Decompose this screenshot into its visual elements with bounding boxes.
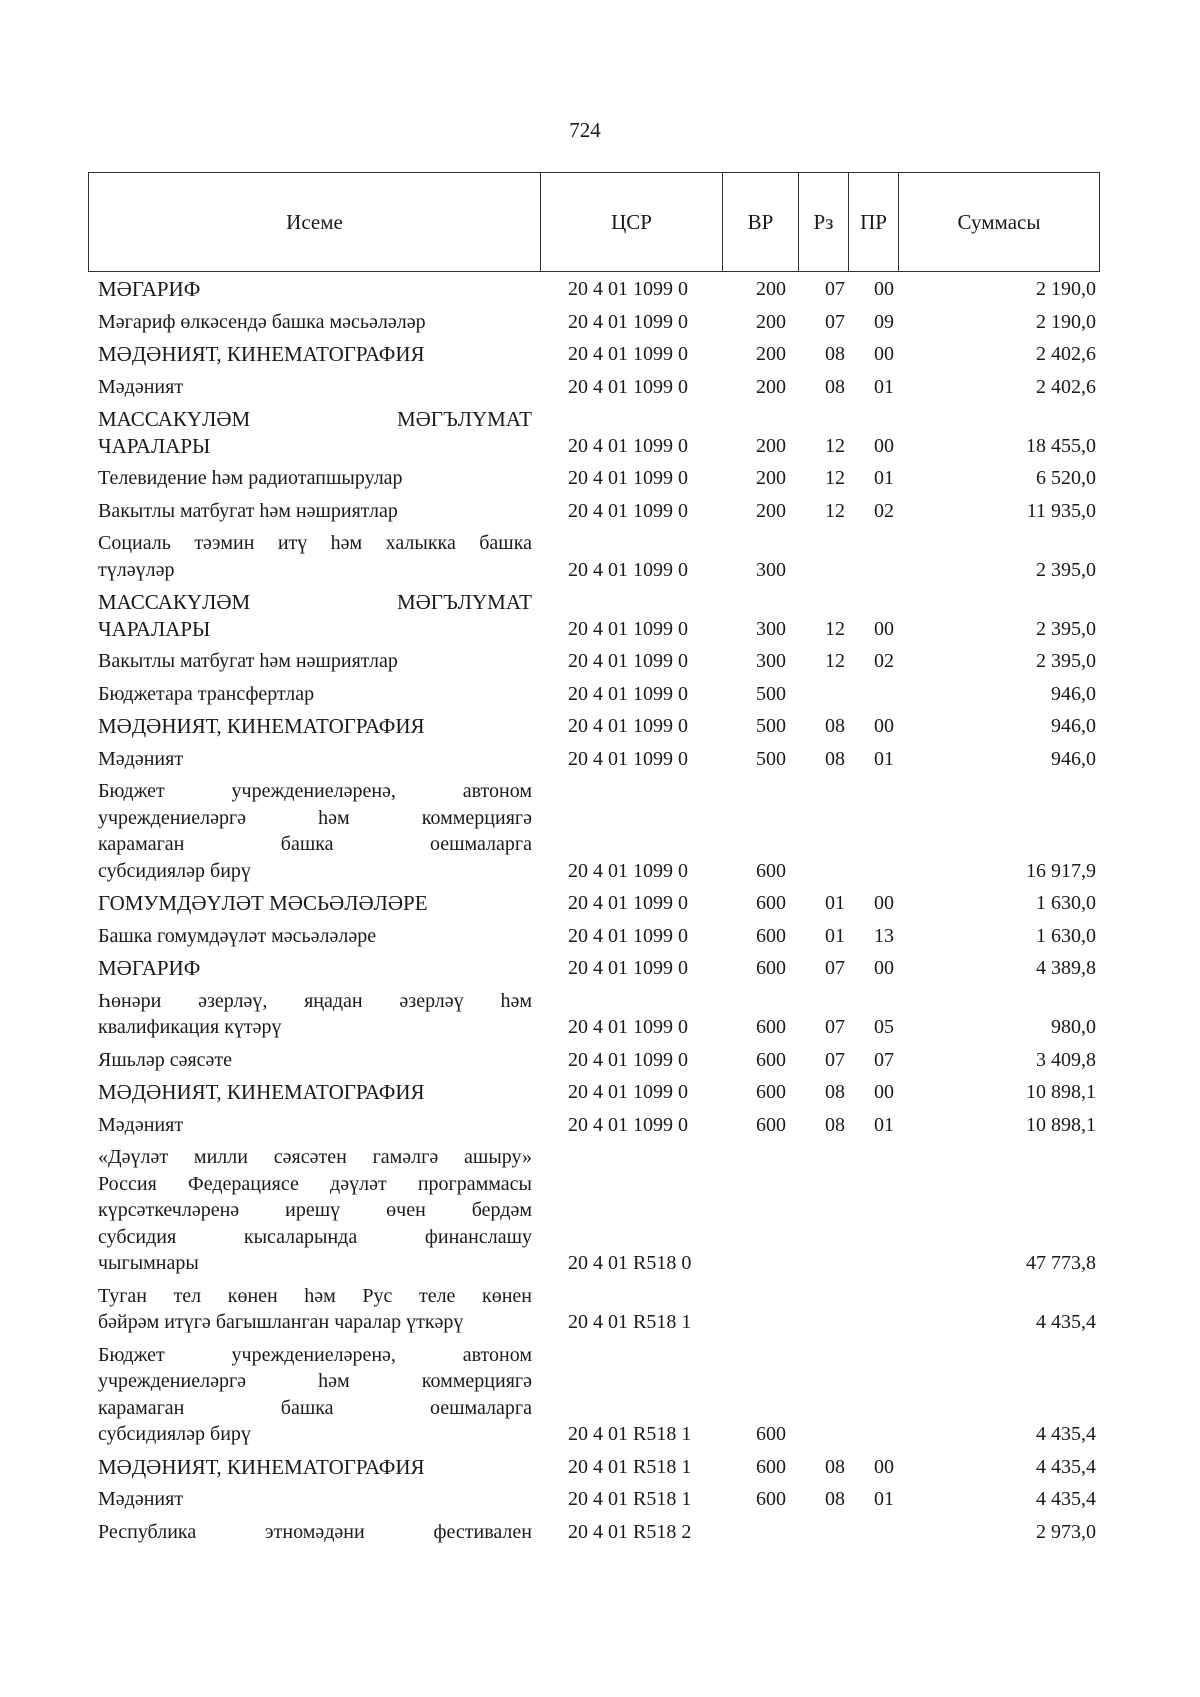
row-name-line: карамаган башка оешмаларга <box>98 833 532 855</box>
row-name-line: Яшьләр сәясәте <box>98 1048 233 1071</box>
row-name-line: Вакытлы матбугат һәм нәшриятлар <box>98 650 398 672</box>
table-row <box>0 589 1200 648</box>
row-name-line: карамаган башка оешмаларга <box>98 1396 532 1419</box>
row-name-line: күрсәткечләренә ирешү өчен бердәм <box>98 1199 532 1221</box>
row-name <box>98 923 532 950</box>
cell-pr: 02 <box>874 499 894 522</box>
cell-sum: 2 402,6 <box>1036 375 1096 398</box>
table-row <box>0 713 1200 746</box>
row-name-line: Республика этномәдәни фестивален <box>98 1520 532 1543</box>
row-name <box>98 681 532 708</box>
row-name-line: Мәдәният <box>98 1488 184 1510</box>
cell-sum: 2 395,0 <box>1036 650 1096 672</box>
table-row <box>0 1342 1200 1454</box>
cell-vr: 300 <box>756 650 786 672</box>
table-row <box>0 955 1200 988</box>
cell-rz: 08 <box>825 343 845 365</box>
table-row <box>0 465 1200 498</box>
row-name-line: учреждениеләргә һәм коммерциягә <box>98 806 532 829</box>
cell-pr: 00 <box>874 434 894 457</box>
cell-sum: 11 935,0 <box>1026 499 1096 522</box>
cell-rz: 07 <box>825 1048 845 1071</box>
cell-csr: 20 4 01 1099 0 <box>568 924 688 947</box>
table-row <box>0 1047 1200 1080</box>
cell-csr: 20 4 01 1099 0 <box>568 1048 688 1071</box>
row-name-line: МӘДӘНИЯТ, КИНЕМАТОГРАФИЯ <box>98 342 425 366</box>
cell-sum: 946,0 <box>1051 747 1096 770</box>
row-name-line: «Дәүләт милли сәясәтен гамәлгә ашыру» <box>98 1146 532 1168</box>
row-name-line: Башка гомумдәүләт мәсьәләләре <box>98 924 377 947</box>
cell-vr: 600 <box>756 1048 786 1071</box>
cell-rz: 07 <box>825 957 845 979</box>
cell-rz: 08 <box>825 1113 845 1136</box>
row-name-line: Мәдәният <box>98 375 184 398</box>
cell-pr: 05 <box>874 1016 894 1038</box>
row-name <box>98 406 532 459</box>
row-name <box>98 1342 532 1448</box>
cell-rz: 08 <box>825 747 845 770</box>
column-header-name: Исеме <box>89 173 541 271</box>
row-name-line: бәйрәм итүгә багышланган чаралар үткәрү <box>98 1311 464 1333</box>
row-name <box>98 1047 532 1074</box>
column-header-vr: ВР <box>723 173 799 271</box>
cell-csr: 20 4 01 R518 0 <box>568 1252 692 1274</box>
table-row <box>0 498 1200 531</box>
cell-rz: 07 <box>825 278 845 300</box>
row-name <box>98 276 532 303</box>
cell-vr: 600 <box>756 1423 786 1445</box>
cell-rz: 08 <box>825 1455 845 1478</box>
row-name <box>98 778 532 884</box>
cell-sum: 6 520,0 <box>1036 467 1096 489</box>
cell-pr: 00 <box>874 1081 894 1103</box>
cell-pr: 00 <box>874 715 894 737</box>
table-row <box>0 309 1200 342</box>
cell-sum: 1 630,0 <box>1036 892 1096 914</box>
cell-rz: 12 <box>825 650 845 672</box>
cell-pr: 00 <box>874 892 894 914</box>
cell-sum: 4 435,4 <box>1036 1455 1096 1478</box>
row-name-line: Бюджет учреждениеләренә, автоном <box>98 780 532 802</box>
row-name <box>98 309 532 336</box>
row-name-line: МӘГАРИФ <box>98 277 201 301</box>
row-name-line: МӘГАРИФ <box>98 956 201 980</box>
row-name <box>98 1519 532 1546</box>
cell-csr: 20 4 01 1099 0 <box>568 892 688 914</box>
cell-vr: 200 <box>756 499 786 522</box>
cell-pr: 09 <box>874 310 894 333</box>
table-row <box>0 1486 1200 1519</box>
row-name-line: Телевидение һәм радиотапшырулар <box>98 467 403 489</box>
cell-csr: 20 4 01 1099 0 <box>568 617 688 640</box>
row-name <box>98 1486 532 1513</box>
cell-sum: 2 402,6 <box>1036 343 1096 365</box>
cell-pr: 01 <box>874 1488 894 1510</box>
row-name <box>98 988 532 1041</box>
row-name-line: учреждениеләргә һәм коммерциягә <box>98 1370 532 1392</box>
cell-csr: 20 4 01 1099 0 <box>568 1113 688 1136</box>
cell-csr: 20 4 01 1099 0 <box>568 558 688 581</box>
row-name-line: ЧАРАЛАРЫ <box>98 616 211 641</box>
cell-pr: 01 <box>874 747 894 770</box>
cell-pr: 00 <box>874 278 894 300</box>
cell-sum: 2 190,0 <box>1036 310 1096 333</box>
cell-vr: 300 <box>756 558 786 581</box>
cell-vr: 600 <box>756 859 786 882</box>
row-name <box>98 955 532 982</box>
row-name-line: ЧАРАЛАРЫ <box>98 433 211 458</box>
cell-csr: 20 4 01 1099 0 <box>568 499 688 522</box>
cell-pr: 00 <box>874 957 894 979</box>
cell-sum: 946,0 <box>1051 682 1096 705</box>
column-header-rz: Рз <box>799 173 849 271</box>
cell-sum: 18 455,0 <box>1026 434 1096 457</box>
row-name-line: субсидияләр бирү <box>98 1423 251 1445</box>
cell-csr: 20 4 01 R518 1 <box>568 1455 692 1478</box>
cell-csr: 20 4 01 1099 0 <box>568 343 688 365</box>
cell-sum: 980,0 <box>1051 1016 1096 1038</box>
row-name <box>98 1454 532 1481</box>
cell-csr: 20 4 01 1099 0 <box>568 434 688 457</box>
row-name-line: квалификация күтәрү <box>98 1016 282 1038</box>
cell-pr: 01 <box>874 375 894 398</box>
table-row <box>0 988 1200 1047</box>
cell-vr: 200 <box>756 467 786 489</box>
row-name-line: Вакытлы матбугат һәм нәшриятлар <box>98 499 398 522</box>
table-row <box>0 648 1200 681</box>
cell-vr: 200 <box>756 343 786 365</box>
cell-sum: 946,0 <box>1051 715 1096 737</box>
cell-csr: 20 4 01 1099 0 <box>568 375 688 398</box>
row-name <box>98 1283 532 1336</box>
cell-sum: 10 898,1 <box>1026 1113 1096 1136</box>
cell-sum: 2 395,0 <box>1036 558 1096 581</box>
cell-vr: 300 <box>756 617 786 640</box>
row-name <box>98 746 532 773</box>
row-name-line: Мәдәният <box>98 1113 184 1136</box>
row-name <box>98 465 532 492</box>
cell-sum: 4 389,8 <box>1036 957 1096 979</box>
cell-vr: 600 <box>756 924 786 947</box>
cell-sum: 4 435,4 <box>1036 1488 1096 1510</box>
cell-sum: 47 773,8 <box>1026 1252 1096 1274</box>
table-row <box>0 1144 1200 1283</box>
table-body <box>0 276 1200 1551</box>
cell-vr: 200 <box>756 375 786 398</box>
cell-csr: 20 4 01 1099 0 <box>568 682 688 705</box>
row-name-line: субсидия кысаларында финанслашу <box>98 1225 532 1248</box>
cell-rz: 08 <box>825 375 845 398</box>
row-name <box>98 1112 532 1139</box>
cell-csr: 20 4 01 1099 0 <box>568 1016 688 1038</box>
row-name-line: Мәдәният <box>98 747 184 770</box>
cell-csr: 20 4 01 R518 1 <box>568 1488 692 1510</box>
cell-vr: 600 <box>756 892 786 914</box>
cell-sum: 10 898,1 <box>1026 1081 1096 1103</box>
table-row <box>0 374 1200 407</box>
cell-pr: 00 <box>874 617 894 640</box>
table-row <box>0 746 1200 779</box>
row-name <box>98 713 532 740</box>
table-row <box>0 1112 1200 1145</box>
cell-pr: 01 <box>874 1113 894 1136</box>
table-row <box>0 276 1200 309</box>
cell-pr: 00 <box>874 343 894 365</box>
cell-rz: 08 <box>825 715 845 737</box>
cell-sum: 2 395,0 <box>1036 617 1096 640</box>
row-name-line: МАССАКҮЛӘМ МӘГЪЛҮМАТ <box>98 590 532 614</box>
table-row <box>0 530 1200 589</box>
cell-pr: 13 <box>874 924 894 947</box>
table-row <box>0 341 1200 374</box>
cell-vr: 500 <box>756 682 786 705</box>
cell-vr: 200 <box>756 310 786 333</box>
cell-pr: 07 <box>874 1048 894 1071</box>
row-name-line: МАССАКҮЛӘМ МӘГЪЛҮМАТ <box>98 407 532 431</box>
row-name-line: МӘДӘНИЯТ, КИНЕМАТОГРАФИЯ <box>98 1080 425 1104</box>
row-name-line: чыгымнары <box>98 1252 199 1274</box>
cell-sum: 16 917,9 <box>1026 859 1096 882</box>
cell-vr: 500 <box>756 747 786 770</box>
table-row <box>0 1283 1200 1342</box>
cell-csr: 20 4 01 1099 0 <box>568 747 688 770</box>
row-name-line: ГОМУМДӘҮЛӘТ МӘСЬӘЛӘЛӘРЕ <box>98 891 428 915</box>
cell-rz: 08 <box>825 1488 845 1510</box>
page-number: 724 <box>569 118 601 142</box>
cell-vr: 600 <box>756 1016 786 1038</box>
table-row <box>0 923 1200 956</box>
table-row <box>0 1079 1200 1112</box>
row-name-line: субсидияләр бирү <box>98 859 251 882</box>
row-name-line: түләүләр <box>98 558 175 581</box>
row-name-line: МӘДӘНИЯТ, КИНЕМАТОГРАФИЯ <box>98 714 425 738</box>
cell-vr: 500 <box>756 715 786 737</box>
table-row <box>0 681 1200 714</box>
table-header <box>88 172 1100 272</box>
column-header-sum: Суммасы <box>957 209 1041 234</box>
cell-vr: 600 <box>756 1113 786 1136</box>
cell-sum: 2 973,0 <box>1036 1520 1096 1543</box>
cell-rz: 01 <box>825 892 845 914</box>
row-name-line: МӘДӘНИЯТ, КИНЕМАТОГРАФИЯ <box>98 1454 425 1479</box>
row-name <box>98 341 532 368</box>
cell-rz: 08 <box>825 1081 845 1103</box>
cell-vr: 600 <box>756 1488 786 1510</box>
row-name <box>98 589 532 642</box>
cell-sum: 2 190,0 <box>1036 278 1096 300</box>
cell-csr: 20 4 01 1099 0 <box>568 650 688 672</box>
cell-csr: 20 4 01 1099 0 <box>568 715 688 737</box>
cell-csr: 20 4 01 1099 0 <box>568 1081 688 1103</box>
cell-rz: 07 <box>825 1016 845 1038</box>
cell-rz: 12 <box>825 617 845 640</box>
cell-pr: 01 <box>874 467 894 489</box>
row-name <box>98 1144 532 1277</box>
cell-sum: 4 435,4 <box>1036 1311 1096 1333</box>
row-name-line: Бюджетара трансфертлар <box>98 682 315 705</box>
cell-pr: 00 <box>874 1455 894 1478</box>
table-row <box>0 890 1200 923</box>
cell-sum: 3 409,8 <box>1036 1048 1096 1071</box>
cell-vr: 600 <box>756 1081 786 1103</box>
row-name <box>98 530 532 583</box>
row-name <box>98 374 532 401</box>
row-name-line: Социаль тәэмин итү һәм халыкка башка <box>98 532 532 554</box>
column-header-pr: ПР <box>849 173 899 271</box>
cell-pr: 02 <box>874 650 894 672</box>
table-row <box>0 1454 1200 1487</box>
table-row <box>0 406 1200 465</box>
cell-vr: 600 <box>756 957 786 979</box>
cell-csr: 20 4 01 1099 0 <box>568 957 688 979</box>
cell-csr: 20 4 01 1099 0 <box>568 467 688 489</box>
cell-vr: 200 <box>756 434 786 457</box>
table-row <box>0 1519 1200 1552</box>
row-name <box>98 890 532 917</box>
cell-rz: 07 <box>825 310 845 333</box>
cell-csr: 20 4 01 R518 2 <box>568 1520 692 1543</box>
cell-vr: 600 <box>756 1455 786 1478</box>
row-name-line: Бюджет учреждениеләренә, автоном <box>98 1343 532 1366</box>
column-header-csr: ЦСР <box>541 173 723 271</box>
table-row <box>0 778 1200 890</box>
row-name-line: Россия Федерациясе дәүләт программасы <box>98 1172 532 1195</box>
cell-csr: 20 4 01 R518 1 <box>568 1423 692 1445</box>
cell-vr: 200 <box>756 278 786 300</box>
cell-csr: 20 4 01 1099 0 <box>568 278 688 300</box>
cell-sum: 1 630,0 <box>1036 924 1096 947</box>
cell-csr: 20 4 01 R518 1 <box>568 1311 692 1333</box>
cell-sum: 4 435,4 <box>1036 1423 1096 1445</box>
row-name <box>98 498 532 525</box>
row-name-line: Мәгариф өлкәсендә башка мәсьәләләр <box>98 310 426 333</box>
cell-csr: 20 4 01 1099 0 <box>568 859 688 882</box>
cell-rz: 01 <box>825 924 845 947</box>
row-name-line: Туган тел көнен һәм Рус теле көнен <box>98 1284 532 1307</box>
row-name <box>98 648 532 675</box>
row-name <box>98 1079 532 1106</box>
cell-csr: 20 4 01 1099 0 <box>568 310 688 333</box>
cell-rz: 12 <box>825 467 845 489</box>
cell-rz: 12 <box>825 499 845 522</box>
row-name-line: Һөнәри әзерләү, яңадан әзерләү һәм <box>98 989 532 1012</box>
cell-rz: 12 <box>825 434 845 457</box>
